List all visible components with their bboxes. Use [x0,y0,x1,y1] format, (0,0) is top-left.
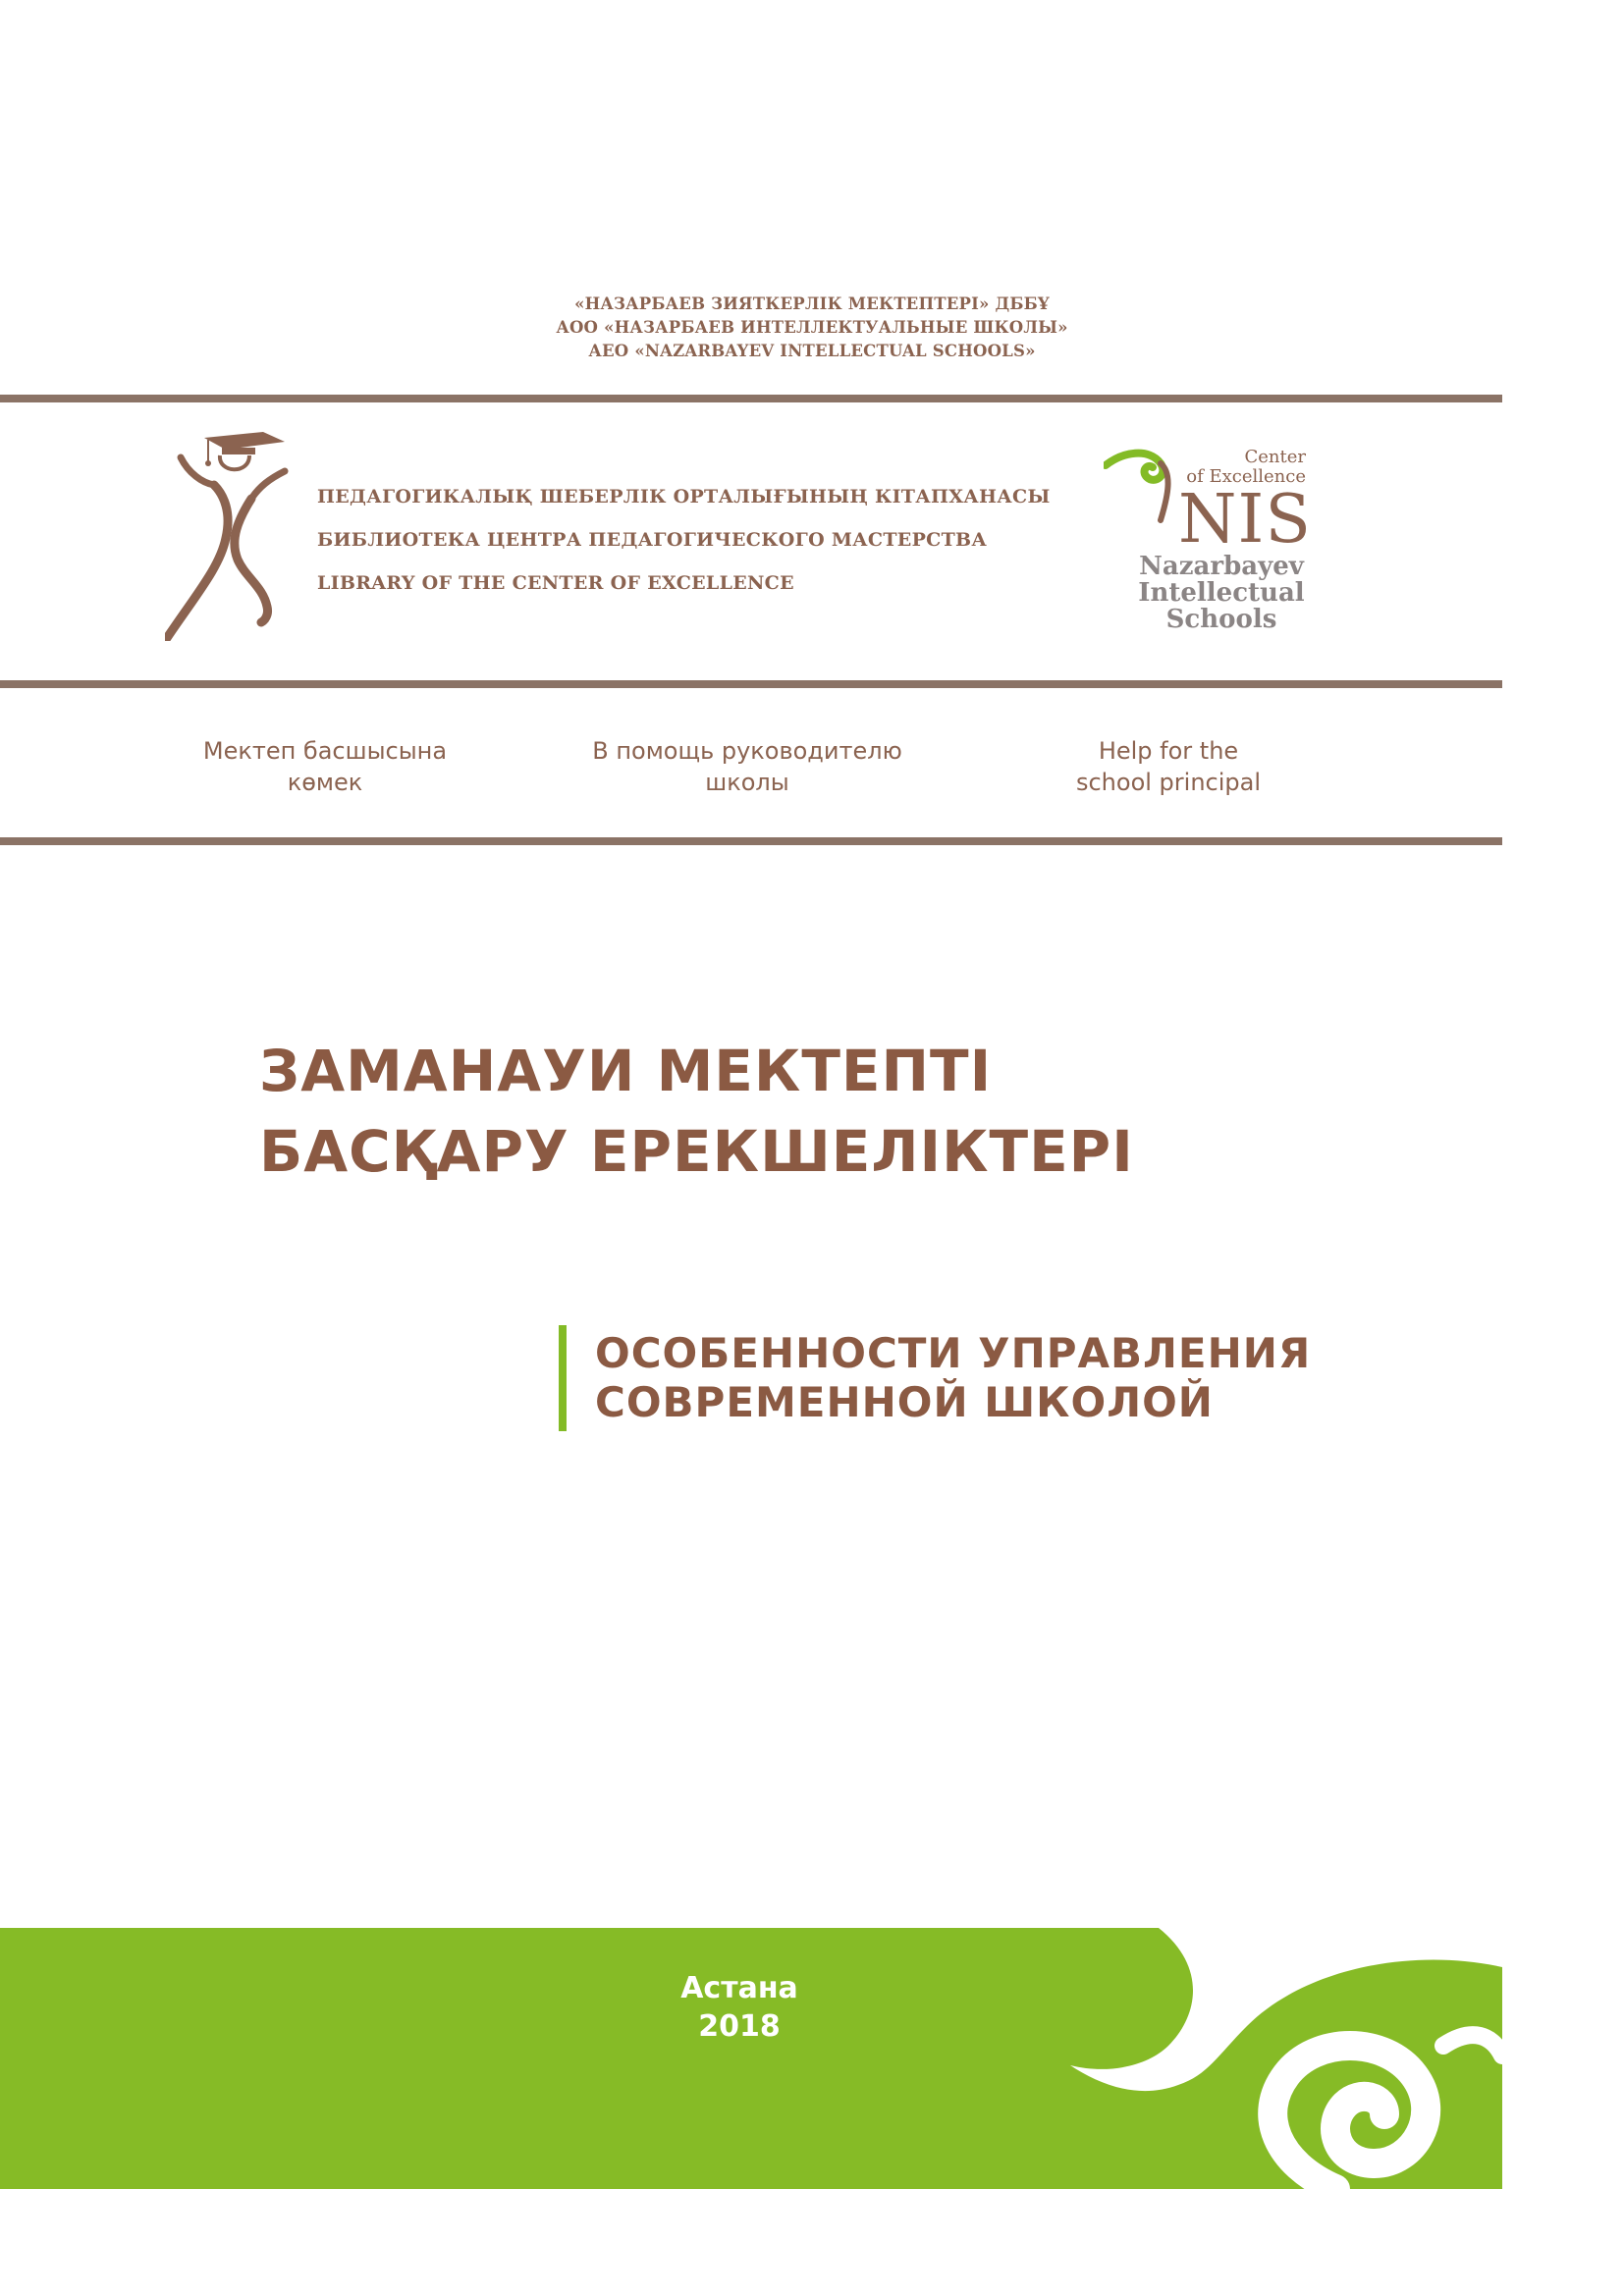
nis-logo [1100,444,1312,640]
bottom-divider [0,837,1502,845]
nis-name-line1: Nazarbayev [1139,552,1304,581]
organization-header [0,293,1624,363]
main-title-line1: ЗАМАНАУИ МЕКТЕПТІ [259,1038,993,1104]
nis-abbreviation: NIS [1178,481,1312,559]
library-line-kz: ПЕДАГОГИКАЛЫҚ ШЕБЕРЛІК ОРТАЛЫҒЫНЫҢ КІТАПХАНАСЫ [317,486,1051,507]
nis-name-line3: Schools [1165,605,1277,634]
organization-line-ru: АОО «НАЗАРБАЕВ ИНТЕЛЛЕКТУАЛЬНЫЕ ШКОЛЫ» [556,318,1068,337]
nis-center-line1: Center [1244,447,1306,467]
subtitle-line1: ОСОБЕННОСТИ УПРАВЛЕНИЯ [595,1329,1312,1377]
series-ru-line1: В помощь руководителю [592,737,902,765]
subtitle-line2: СОВРЕМЕННОЙ ШКОЛОЙ [595,1378,1214,1426]
library-line-en: LIBRARY OF THE CENTER OF EXCELLENCE [317,572,794,594]
swirl-ornament-icon [1060,1928,1502,2189]
graduate-figure-logo-icon [165,430,293,641]
organization-line-kz: «НАЗАРБАЕВ ЗИЯТКЕРЛІК МЕКТЕПТЕРІ» ДББҰ [574,294,1050,313]
series-kz-line1: Мектеп басшысына [202,737,448,765]
series-ru-line2: школы [705,769,789,796]
series-label-kz [129,735,521,798]
series-kz-line2: көмек [287,769,363,796]
main-title [259,1031,1134,1192]
library-line-ru: БИБЛИОТЕКА ЦЕНТРА ПЕДАГОГИЧЕСКОГО МАСТЕРСТВА [317,529,988,551]
series-en-line1: Help for the [1098,737,1239,765]
top-divider [0,395,1502,402]
middle-divider [0,680,1502,688]
nis-center-line2: of Excellence [1186,466,1306,487]
series-label-ru [551,735,944,798]
subtitle [595,1329,1311,1427]
subtitle-accent-bar [559,1325,567,1431]
series-en-line2: school principal [1075,769,1262,796]
series-label-en [972,735,1365,798]
organization-line-en: АЕО «NAZARBAYEV INTELLECTUAL SCHOOLS» [588,342,1036,360]
main-title-line2: БАСҚАРУ ЕРЕКШЕЛІКТЕРІ [259,1118,1134,1185]
publication-year: 2018 [698,2009,781,2044]
nis-name-line2: Intellectual [1138,578,1305,608]
library-title-block [317,475,1051,605]
publication-place: Астана [680,1971,798,2005]
